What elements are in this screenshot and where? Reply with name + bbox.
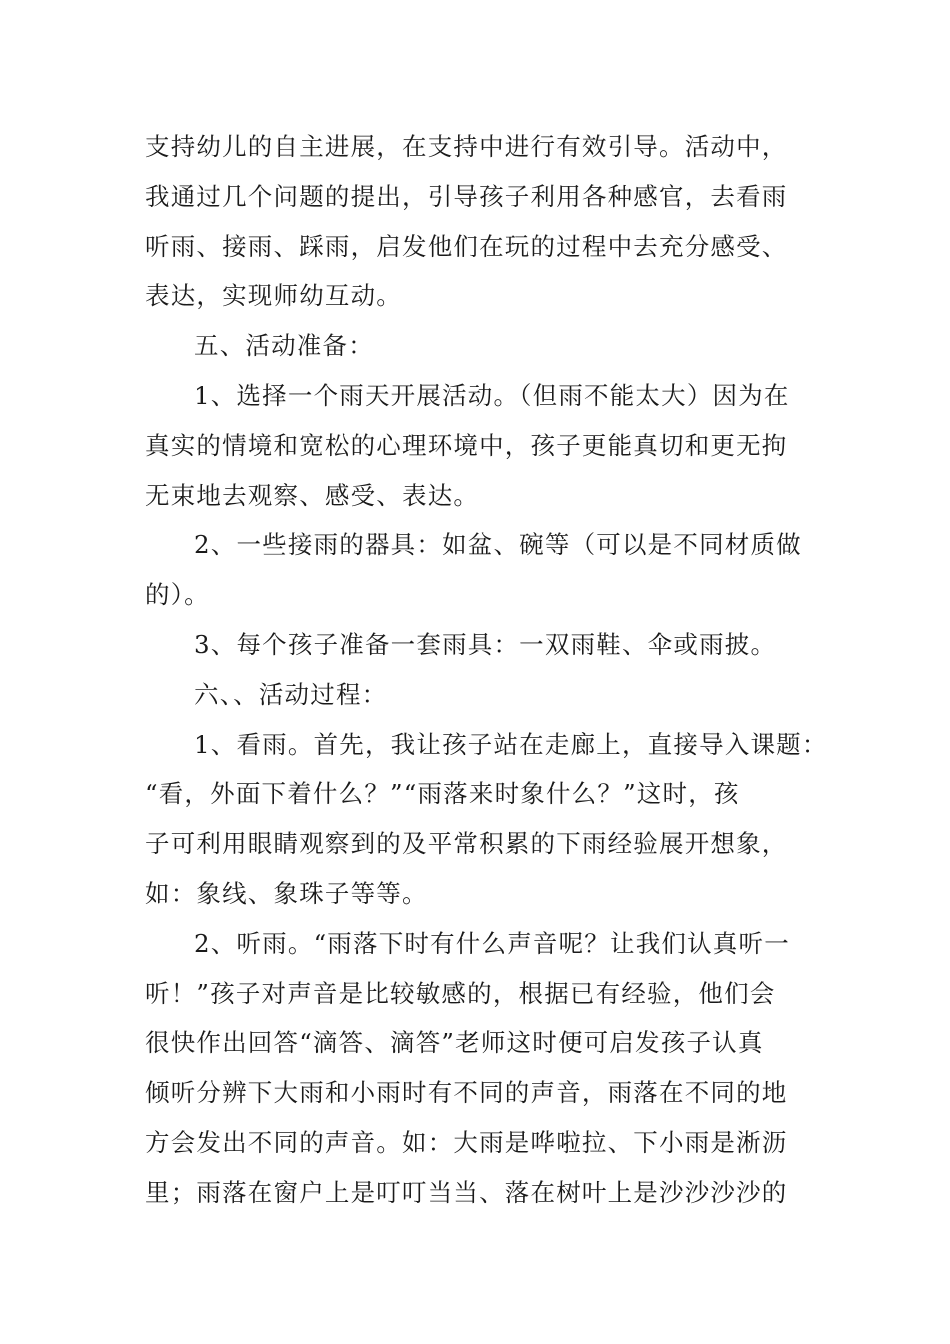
section-heading: 五、活动准备： — [194, 331, 374, 361]
document-body — [145, 122, 828, 1218]
text-line: 听！”孩子对声音是比较敏感的，根据已有经验，他们会 — [145, 978, 776, 1008]
text-line: 无束地去观察、感受、表达。 — [145, 480, 480, 510]
text-line: “看，外面下着什么？”“雨落来时象什么？”这时，孩 — [145, 779, 740, 809]
text-line: 我通过几个问题的提出，引导孩子利用各种感官，去看雨 — [145, 181, 788, 211]
text-line: 听雨、接雨、踩雨，启发他们在玩的过程中去充分感受、 — [145, 231, 788, 261]
text-line: 2、听雨。“雨落下时有什么声音呢？让我们认真听一 — [194, 928, 790, 958]
text-line: 子可利用眼睛观察到的及平常积累的下雨经验展开想象， — [145, 829, 788, 859]
text-line: 1、看雨。首先，我让孩子站在走廊上，直接导入课题： — [194, 729, 828, 759]
text-line: 3、每个孩子准备一套雨具：一双雨鞋、伞或雨披。 — [194, 629, 777, 659]
text-line: 表达，实现师幼互动。 — [145, 281, 402, 311]
text-line: 1、选择一个雨天开展活动。（但雨不能太大）因为在 — [194, 380, 790, 410]
text-line: 2、一些接雨的器具：如盆、碗等（可以是不同材质做 — [194, 530, 802, 560]
text-line: 的）。 — [145, 580, 210, 610]
text-line: 倾听分辨下大雨和小雨时有不同的声音，雨落在不同的地 — [145, 1078, 788, 1108]
text-line: 很快作出回答“滴答、滴答”老师这时便可启发孩子认真 — [145, 1028, 764, 1058]
text-line: 方会发出不同的声音。如：大雨是哗啦拉、下小雨是淅沥 — [145, 1127, 788, 1157]
text-line: 里；雨落在窗户上是叮叮当当、落在树叶上是沙沙沙沙的 — [145, 1177, 788, 1207]
text-line: 支持幼儿的自主进展，在支持中进行有效引导。活动中， — [145, 132, 788, 161]
section-heading: 六、、活动过程： — [194, 679, 388, 709]
text-line: 如：象线、象珠子等等。 — [145, 878, 428, 908]
text-line: 真实的情境和宽松的心理环境中，孩子更能真切和更无拘 — [145, 430, 788, 460]
